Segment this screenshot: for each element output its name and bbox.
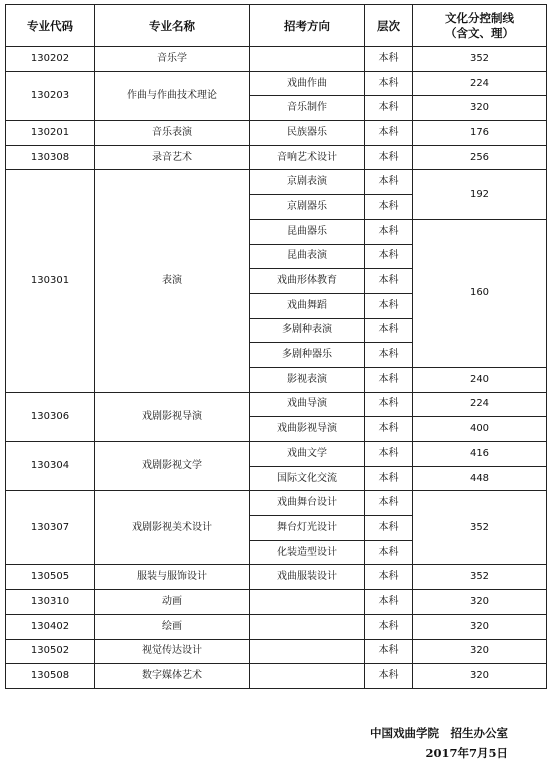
score: 176 [413, 121, 547, 146]
major-code: 130505 [6, 565, 95, 590]
direction: 戏曲舞台设计 [250, 491, 365, 516]
level: 本科 [365, 442, 413, 467]
direction: 戏曲导演 [250, 392, 365, 417]
level: 本科 [365, 590, 413, 615]
direction: 戏曲形体教育 [250, 269, 365, 294]
major-name: 动画 [95, 590, 250, 615]
score: 320 [413, 614, 547, 639]
table-row [6, 121, 547, 146]
level: 本科 [365, 145, 413, 170]
level: 本科 [365, 417, 413, 442]
level: 本科 [365, 343, 413, 368]
score: 320 [413, 96, 547, 121]
level: 本科 [365, 195, 413, 220]
table-row [6, 590, 547, 615]
major-code: 130304 [6, 442, 95, 491]
direction: 戏曲作曲 [250, 71, 365, 96]
major-code: 130306 [6, 392, 95, 441]
table-row [6, 565, 547, 590]
direction: 舞台灯光设计 [250, 516, 365, 541]
major-name: 音乐表演 [95, 121, 250, 146]
header-score [413, 5, 547, 47]
direction: 音响艺术设计 [250, 145, 365, 170]
table-row [6, 614, 547, 639]
direction [250, 47, 365, 72]
major-code: 130203 [6, 71, 95, 120]
level: 本科 [365, 540, 413, 565]
direction [250, 614, 365, 639]
direction: 戏曲影视导演 [250, 417, 365, 442]
direction: 戏曲文学 [250, 442, 365, 467]
direction: 戏曲舞蹈 [250, 293, 365, 318]
major-code: 130508 [6, 664, 95, 689]
major-name: 表演 [95, 170, 250, 392]
major-code: 130308 [6, 145, 95, 170]
level: 本科 [365, 639, 413, 664]
table-row [6, 145, 547, 170]
direction [250, 590, 365, 615]
level: 本科 [365, 219, 413, 244]
table-row [6, 491, 547, 516]
level: 本科 [365, 96, 413, 121]
score: 224 [413, 392, 547, 417]
major-name: 数字媒体艺术 [95, 664, 250, 689]
score: 352 [413, 491, 547, 565]
level: 本科 [365, 491, 413, 516]
level: 本科 [365, 614, 413, 639]
score: 224 [413, 71, 547, 96]
major-code: 130202 [6, 47, 95, 72]
issue-date: 2017年7月5日 [425, 746, 508, 760]
major-name: 戏剧影视美术设计 [95, 491, 250, 565]
major-code: 130307 [6, 491, 95, 565]
direction [250, 664, 365, 689]
major-code: 130201 [6, 121, 95, 146]
direction: 昆曲器乐 [250, 219, 365, 244]
table-row [6, 639, 547, 664]
table-row [6, 664, 547, 689]
major-code: 130301 [6, 170, 95, 392]
level: 本科 [365, 170, 413, 195]
major-code: 130402 [6, 614, 95, 639]
direction [250, 639, 365, 664]
level: 本科 [365, 244, 413, 269]
direction: 多剧种表演 [250, 318, 365, 343]
major-name: 服装与服饰设计 [95, 565, 250, 590]
level: 本科 [365, 516, 413, 541]
direction: 化装造型设计 [250, 540, 365, 565]
major-name: 录音艺术 [95, 145, 250, 170]
direction: 京剧表演 [250, 170, 365, 195]
issuing-office: 中国戏曲学院 招生办公室 [370, 726, 508, 740]
direction: 多剧种器乐 [250, 343, 365, 368]
table-row [6, 47, 547, 72]
score: 240 [413, 367, 547, 392]
header-score-line1: 文化分控制线 [445, 11, 514, 25]
direction: 戏曲服装设计 [250, 565, 365, 590]
score: 320 [413, 590, 547, 615]
score: 256 [413, 145, 547, 170]
major-name: 绘画 [95, 614, 250, 639]
major-name: 作曲与作曲技术理论 [95, 71, 250, 120]
level: 本科 [365, 71, 413, 96]
table-row [6, 392, 547, 417]
level: 本科 [365, 392, 413, 417]
score: 320 [413, 664, 547, 689]
level: 本科 [365, 121, 413, 146]
score: 192 [413, 170, 547, 219]
major-code: 130502 [6, 639, 95, 664]
level: 本科 [365, 664, 413, 689]
score: 400 [413, 417, 547, 442]
table-row [6, 170, 547, 195]
header-score-line2: （含文、理） [445, 26, 514, 40]
level: 本科 [365, 318, 413, 343]
score: 448 [413, 466, 547, 491]
level: 本科 [365, 466, 413, 491]
level: 本科 [365, 367, 413, 392]
direction: 民族器乐 [250, 121, 365, 146]
header-code: 专业代码 [6, 5, 95, 47]
header-level: 层次 [365, 5, 413, 47]
major-name: 戏剧影视文学 [95, 442, 250, 491]
direction: 影视表演 [250, 367, 365, 392]
table-row [6, 442, 547, 467]
level: 本科 [365, 47, 413, 72]
score: 160 [413, 219, 547, 367]
direction: 京剧器乐 [250, 195, 365, 220]
major-name: 戏剧影视导演 [95, 392, 250, 441]
score: 416 [413, 442, 547, 467]
direction: 国际文化交流 [250, 466, 365, 491]
level: 本科 [365, 565, 413, 590]
header-direction: 招考方向 [250, 5, 365, 47]
level: 本科 [365, 293, 413, 318]
major-name: 音乐学 [95, 47, 250, 72]
direction: 音乐制作 [250, 96, 365, 121]
score: 352 [413, 565, 547, 590]
admission-score-table [5, 4, 547, 689]
score: 320 [413, 639, 547, 664]
direction: 昆曲表演 [250, 244, 365, 269]
level: 本科 [365, 269, 413, 294]
table-header-row [6, 5, 547, 47]
major-code: 130310 [6, 590, 95, 615]
header-major: 专业名称 [95, 5, 250, 47]
table-row [6, 71, 547, 96]
score: 352 [413, 47, 547, 72]
major-name: 视觉传达设计 [95, 639, 250, 664]
